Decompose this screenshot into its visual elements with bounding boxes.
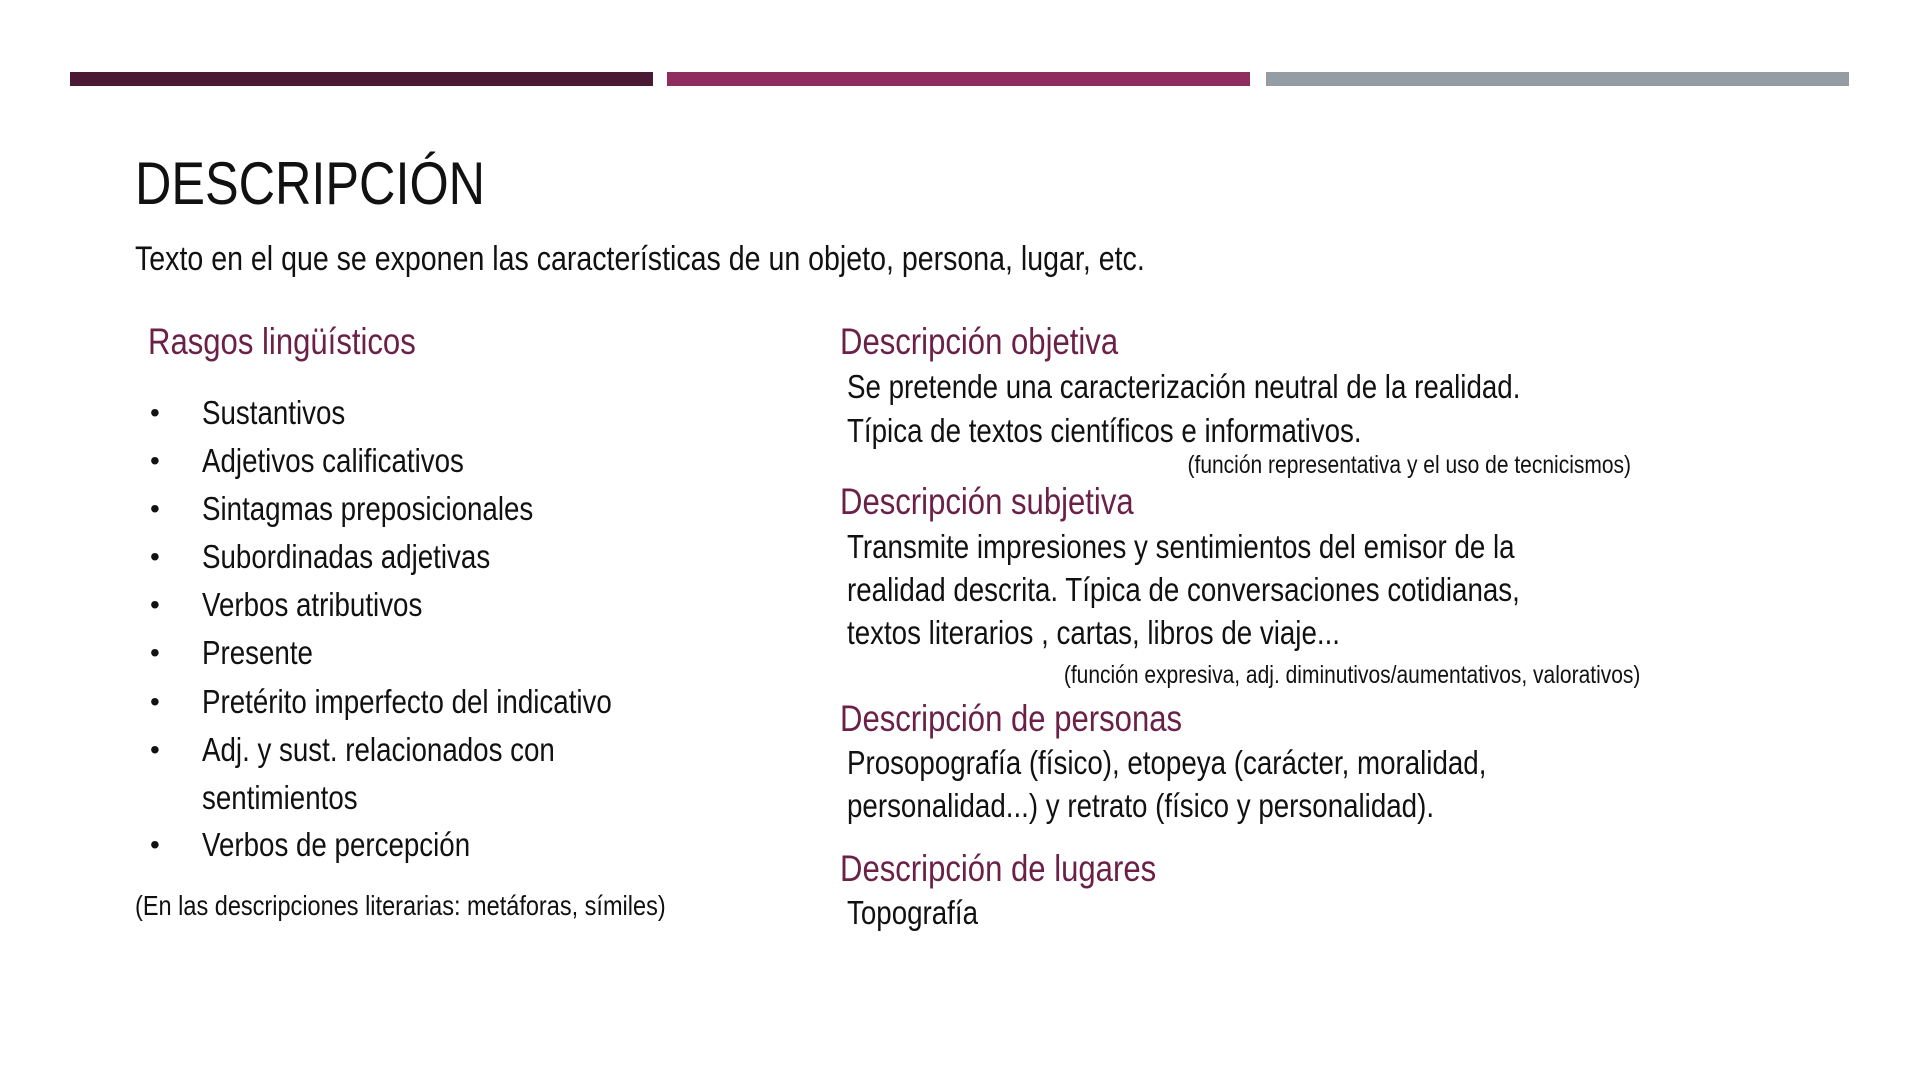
personas-line: Prosopografía (físico), etopeya (carácter, moralidad, [847, 744, 1487, 781]
lugares-heading: Descripción de lugares [840, 848, 1157, 889]
subjetiva-heading: Descripción subjetiva [840, 481, 1134, 522]
subjetiva-line: textos literarios , cartas, libros de viaje... [847, 614, 1341, 651]
bullet-icon: • [150, 589, 160, 620]
personas-line: personalidad...) y retrato (físico y personalidad). [847, 787, 1435, 824]
bullet-icon: • [150, 445, 160, 476]
objetiva-line: Se pretende una caracterización neutral de la realidad. [847, 368, 1521, 405]
accent-bar-magenta [667, 72, 1250, 86]
rasgo-item: Sintagmas preposicionales [202, 490, 534, 527]
bullet-icon: • [150, 493, 160, 524]
slide-subtitle: Texto en el que se exponen las características de un objeto, persona, lugar, etc. [135, 240, 1145, 278]
personas-heading: Descripción de personas [840, 698, 1183, 739]
rasgo-item: Presente [202, 634, 313, 671]
bullet-icon: • [150, 637, 160, 668]
rasgo-item: sentimientos [202, 779, 358, 816]
rasgo-item: Adj. y sust. relacionados con [202, 731, 555, 768]
subjetiva-line: Transmite impresiones y sentimientos del emisor de la [847, 528, 1515, 565]
rasgo-item: Verbos de percepción [202, 826, 471, 863]
rasgos-heading: Rasgos lingüísticos [148, 321, 416, 362]
bullet-icon: • [150, 829, 160, 860]
subjetiva-note: (función expresiva, adj. diminutivos/aumentativos, valorativos) [1063, 661, 1640, 689]
objetiva-heading: Descripción objetiva [840, 321, 1119, 362]
bullet-icon: • [150, 541, 160, 572]
slide-title: DESCRIPCIÓN [135, 150, 486, 217]
left-footnote: (En las descripciones literarias: metáforas, símiles) [135, 890, 666, 921]
rasgo-item: Subordinadas adjetivas [202, 538, 491, 575]
accent-bar-gray [1266, 72, 1849, 86]
lugares-line: Topografía [847, 894, 979, 931]
rasgo-item: Sustantivos [202, 394, 346, 431]
rasgo-item: Verbos atributivos [202, 586, 423, 623]
subjetiva-line: realidad descrita. Típica de conversaciones cotidianas, [847, 571, 1520, 608]
rasgo-item: Pretérito imperfecto del indicativo [202, 683, 612, 720]
bullet-icon: • [150, 686, 160, 717]
accent-bar-dark [70, 72, 653, 86]
rasgo-item: Adjetivos calificativos [202, 442, 464, 479]
objetiva-line: Típica de textos científicos e informativos. [847, 412, 1362, 449]
bullet-icon: • [150, 397, 160, 428]
bullet-icon: • [150, 734, 160, 765]
objetiva-note: (función representativa y el uso de tecnicismos) [1187, 451, 1631, 479]
